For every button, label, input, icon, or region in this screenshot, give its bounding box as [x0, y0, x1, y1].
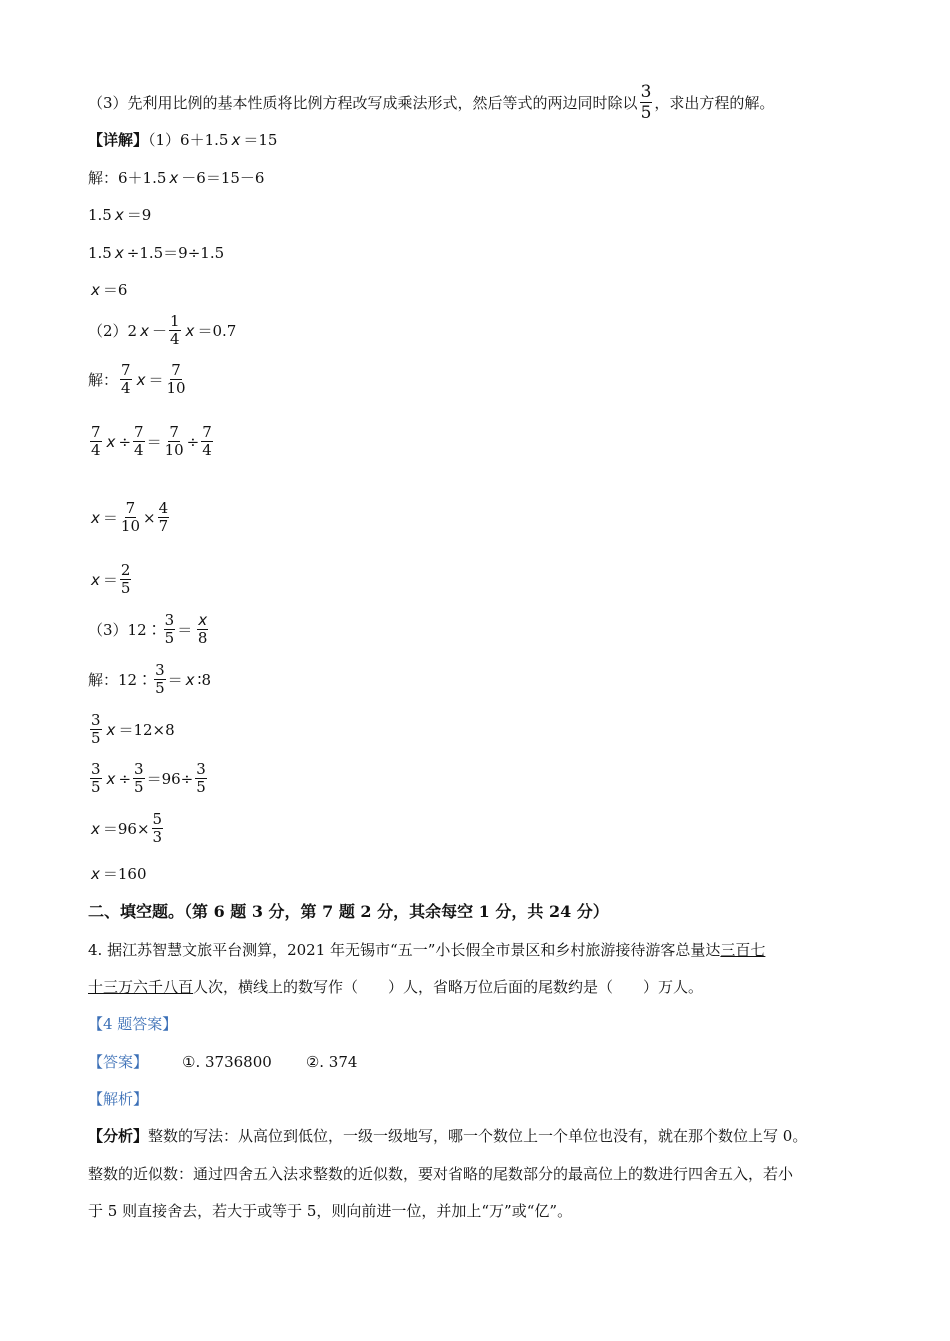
detail-3-title: （3）12∶ $\frac{3}{5}$ ＝ $\frac{x}{8}$ [88, 612, 213, 647]
answer-label: 【答案】 [88, 1053, 149, 1071]
fraction-3-5: $\frac{3}{5}$ [196, 760, 206, 796]
fraction-3-5: $\frac{3}{5}$ [640, 82, 652, 123]
answer-1: ①. 3736800 [182, 1053, 272, 1071]
fraction-7-10: $\frac{7}{10}$ [166, 361, 186, 397]
fraction-7-4: $\frac{7}{4}$ [91, 423, 101, 459]
q4-analysis-tag: 【解析】 [88, 1090, 149, 1108]
hint-3-text: （3）先利用比例的基本性质将比例方程改写成乘法形式，然后等式的两边同时除以 [88, 93, 638, 112]
detail-2-step-4: x ＝ $\frac{2}{5}$ [91, 561, 131, 597]
detail-1-step-2: 1.5 x ＝9 [88, 206, 152, 224]
q4-line-2: 十三万六千八百人次，横线上的数写作（ ）人，省略万位后面的尾数约是（ ）万人。 [88, 978, 704, 996]
detail-1-step-4: x ＝6 [91, 281, 128, 299]
detail-2-title: （2）2 x － $\frac{1}{4}$ x ＝0.7 [88, 312, 237, 348]
detail-1-step-3: 1.5 x ÷1.5＝9÷1.5 [88, 244, 225, 262]
detail-3-step-4: x ＝96× $\frac{5}{3}$ [91, 810, 163, 846]
fraction-3-5: $\frac{3}{5}$ [155, 661, 165, 697]
q4-analysis-p3: 于 5 则直接舍去，若大于或等于 5，则向前进一位，并加上“万”或“亿”。 [88, 1202, 573, 1220]
analysis-label: 【分析】 [88, 1127, 149, 1145]
detail-3-step-2: $\frac{3}{5}$ x ＝12×8 [91, 711, 175, 747]
detail-2-step-1: 解： $\frac{7}{4}$ x ＝ $\frac{7}{10}$ [88, 361, 186, 397]
fraction-7-10: $\frac{7}{10}$ [164, 423, 184, 459]
fraction-2-5: $\frac{2}{5}$ [120, 561, 131, 597]
fraction-3-5: $\frac{3}{5}$ [134, 760, 144, 796]
q4-underlined-number-part1: 三百七 [720, 941, 766, 959]
detail-3-step-5: x ＝160 [91, 865, 147, 883]
detail-3-step-1: 解：12∶ $\frac{3}{5}$ ＝ x ∶8 [88, 661, 211, 697]
detail-label: 【详解】 [88, 131, 149, 149]
section-2-heading: 二、填空题。（第 6 题 3 分，第 7 题 2 分，其余每空 1 分，共 24 分） [88, 902, 609, 921]
fraction-7-4: $\frac{7}{4}$ [134, 423, 144, 459]
q4-analysis-p2: 整数的近似数：通过四舍五入法求整数的近似数，要对省略的尾数部分的最高位上的数进行四舍五入，若小 [88, 1165, 794, 1183]
fraction-7-4: $\frac{7}{4}$ [202, 423, 212, 459]
fraction-1-4: $\frac{1}{4}$ [170, 312, 180, 348]
detail-1-step-1: 解：6＋1.5 x －6＝15－6 [88, 169, 265, 187]
answer-2: ②. 374 [305, 1053, 358, 1071]
fraction-3-5: $\frac{3}{5}$ [164, 611, 175, 647]
fraction-5-3: $\frac{5}{3}$ [152, 810, 163, 846]
fraction-3-5: $\frac{3}{5}$ [91, 760, 101, 796]
q4-line-1: 4. 据江苏智慧文旅平台测算，2021 年无锡市“五一”小长假全市景区和乡村旅游接待游客总量达三百七 [88, 941, 766, 959]
fraction-3-5: $\frac{3}{5}$ [91, 711, 101, 747]
hint-3-line [88, 82, 774, 123]
detail-2-step-2: $\frac{7}{4}$ x ÷ $\frac{7}{4}$ ＝ $\frac{7}{10}$ ÷ $\frac{7}{4}$ [91, 423, 212, 459]
fraction-x-8: $\frac{x}{8}$ [197, 611, 208, 647]
fraction-7-4: $\frac{7}{4}$ [121, 361, 131, 397]
hint-3-text-end: ，求出方程的解。 [654, 93, 775, 112]
q4-analysis-p1: 【分析】整数的写法：从高位到低位，一级一级地写，哪一个数位上一个单位也没有，就在那个数位上写 0。 [88, 1127, 808, 1145]
q4-answer-tag: 【4 题答案】 [88, 1015, 178, 1033]
detail-1-title: 【详解】（1）6＋1.5 x ＝15 [88, 131, 278, 149]
q4-answer-line [88, 1052, 357, 1072]
detail-2-step-3: x ＝ $\frac{7}{10}$ × $\frac{4}{7}$ [91, 499, 169, 535]
fraction-4-7: $\frac{4}{7}$ [158, 499, 169, 535]
fraction-7-10: $\frac{7}{10}$ [120, 499, 140, 535]
q4-underlined-number-part2: 十三万六千八百 [88, 978, 194, 996]
detail-3-step-3: $\frac{3}{5}$ x ÷ $\frac{3}{5}$ ＝96÷ $\frac{3}{5}$ [91, 760, 206, 796]
